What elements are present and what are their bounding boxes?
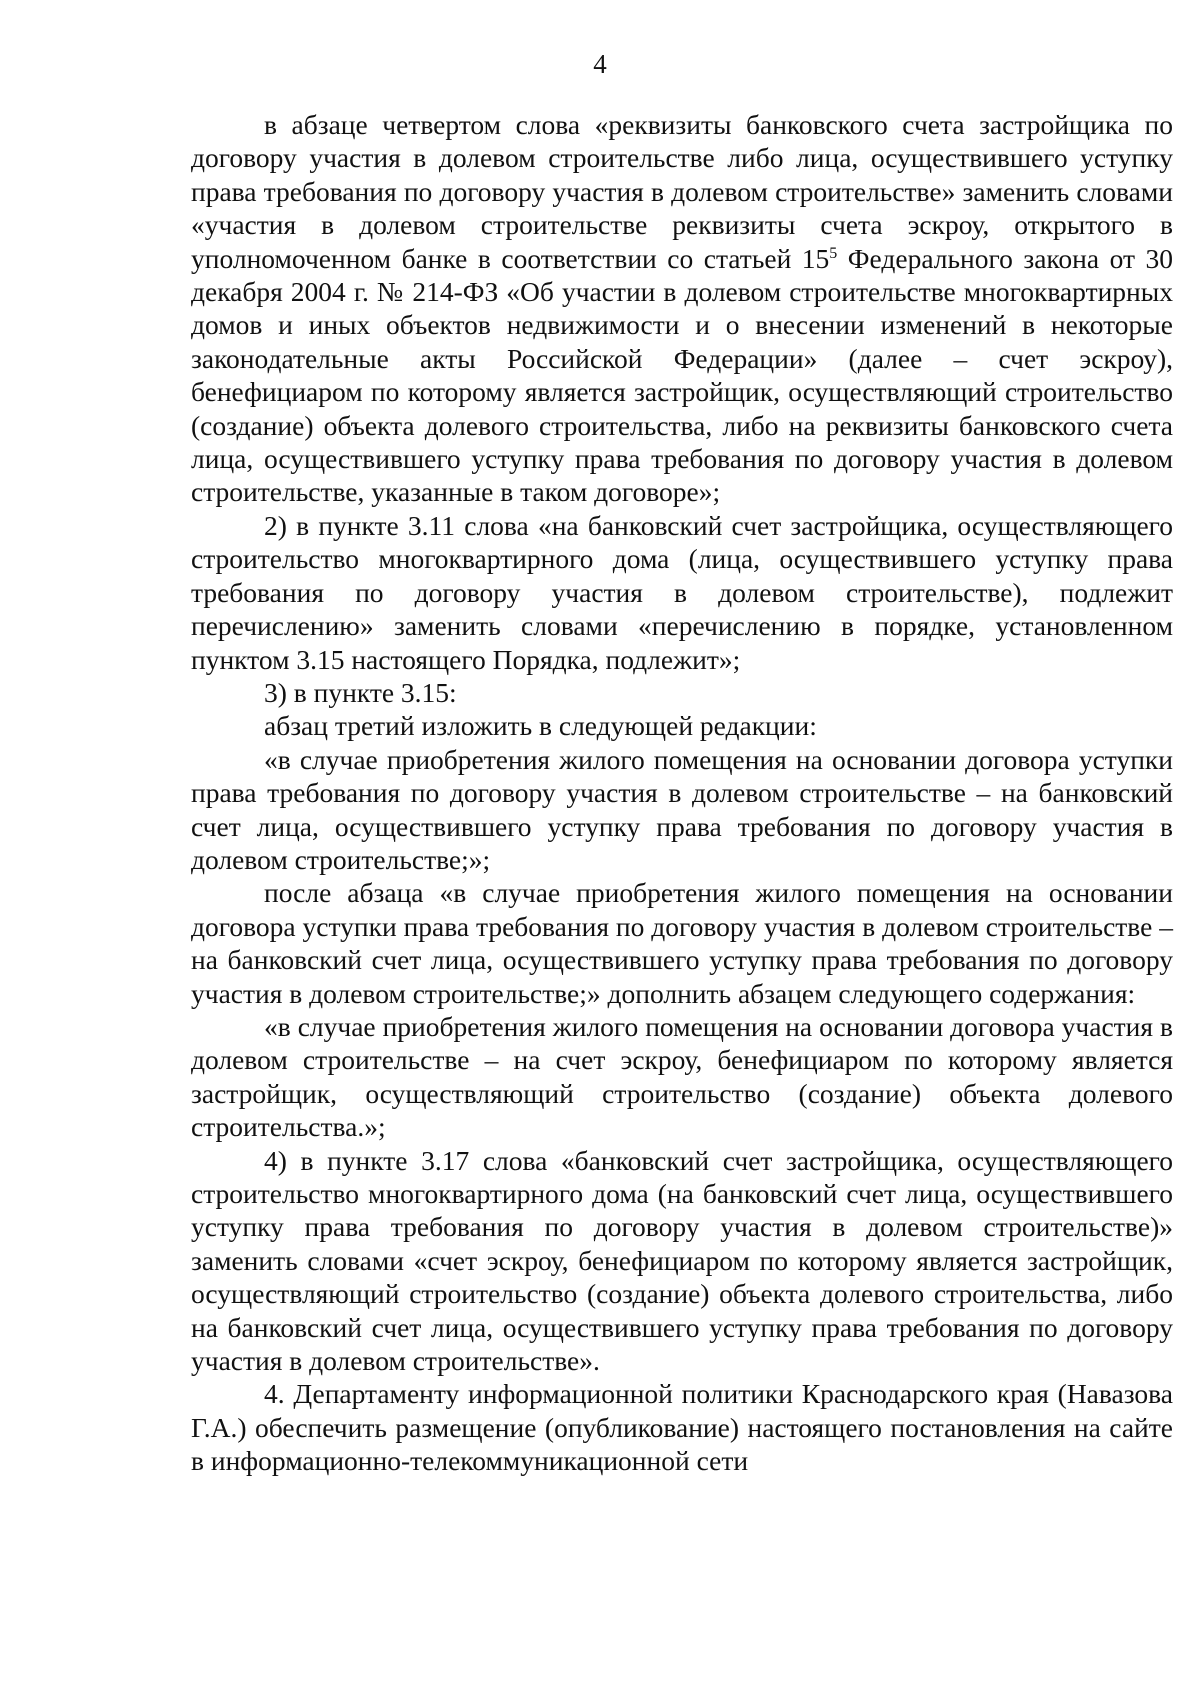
paragraph-text: в абзаце четвертом слова «реквизиты банковского счета застройщика по договору участия в долевом строительстве либо лица, осуществившего уступку права требования по договору участия в долевом строительстве» заменить словами «участия в долевом строительстве реквизиты счета эскроу, открытого в уполномоченном банке в соответствии со статьей 15 (191, 109, 1173, 274)
superscript-article-index: 5 (829, 244, 838, 262)
paragraph-amendment-abzac-4 (191, 108, 1173, 509)
paragraph-text: Федерального закона от 30 декабря 2004 г. № 214-ФЗ «Об участии в долевом строительстве многоквартирных домов и иных объектов недвижимости и о внесении изменений в некоторые законодательные акты Российской Федерации» (далее – счет эскроу), бенефициаром по которому является застройщик, осуществляющий строительство (создание) объекта долевого строительства, либо на реквизиты банковского счета лица, осуществившего уступку права требования по договору участия в долевом строительстве, указанные в таком договоре»; (191, 242, 1173, 508)
paragraph-item-4: 4) в пункте 3.17 слова «банковский счет застройщика, осуществляющего строительство многоквартирного дома (на банковский счет лица, осуществившего уступку права требования по договору участия в долевом строительстве)» заменить словами «счет эскроу, бенефициаром по которому является застройщик, осуществляющий строительство (создание) объекта долевого строительства, либо на банковский счет лица, осуществившего уступку права требования по договору участия в долевом строительстве». (191, 1144, 1173, 1377)
paragraph-item-3-abzac-3: абзац третий изложить в следующей редакции: (264, 710, 817, 742)
paragraph-item-3: 3) в пункте 3.15: (264, 676, 457, 708)
page-number: 4 (593, 49, 607, 79)
paragraph-item-2: 2) в пункте 3.11 слова «на банковский счет застройщика, осуществляющего строительство многоквартирного дома (лица, осуществившего уступку права требования по договору участия в долевом строительстве), подлежит перечислению» заменить словами «перечислению в порядке, установленном пунктом 3.15 настоящего Порядка, подлежит»; (191, 509, 1173, 675)
document-body (191, 108, 1173, 1478)
paragraph-item-3-addition: после абзаца «в случае приобретения жилого помещения на основании договора уступки права требования по договору участия в долевом строительстве – на банковский счет лица, осуществившего уступку права требования по договору участия в долевом строительстве;» дополнить абзацем следующего содержания: (191, 877, 1173, 1009)
paragraph-quoted-text-2: «в случае приобретения жилого помещения на основании договора участия в долевом строительстве – на счет эскроу, бенефициаром по которому является застройщик, осуществляющий строительство (создание) объекта долевого строительства.»; (191, 1010, 1173, 1143)
paragraph-quoted-text-1: «в случае приобретения жилого помещения на основании договора уступки права требования по договору участия в долевом строительстве – на банковский счет лица, осуществившего уступку права требования по договору участия в долевом строительстве;»; (191, 743, 1173, 875)
paragraph-section-4: 4. Департаменту информационной политики Краснодарского края (Навазова Г.А.) обеспечить размещение (опубликование) настоящего постановления на сайте в информационно-телекоммуникационной сети (191, 1378, 1173, 1477)
